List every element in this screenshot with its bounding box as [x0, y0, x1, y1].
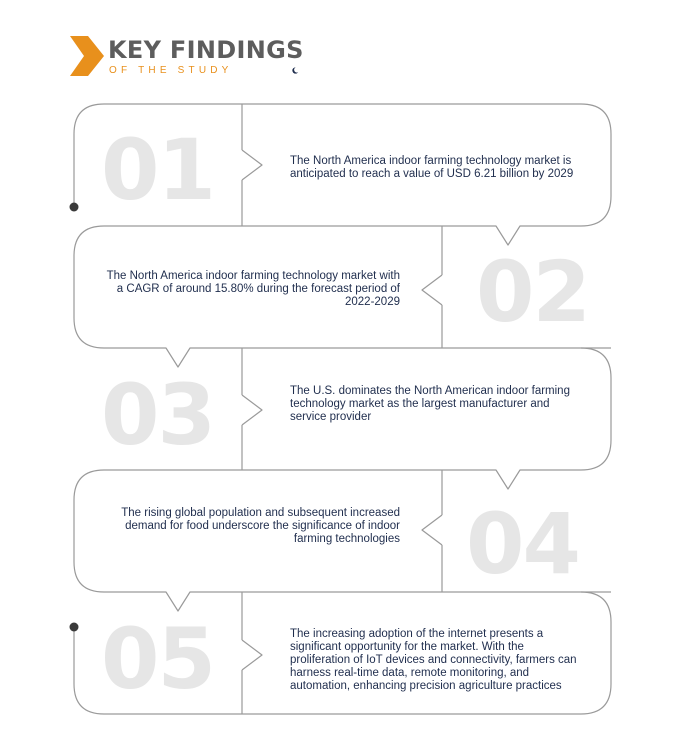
- divider-arrow-4: [422, 515, 442, 545]
- connector-line-1: [74, 104, 104, 207]
- page-title: KEY FINDINGS: [108, 36, 304, 64]
- finding-text-5: The increasing adoption of the internet presents a significant opportunity for the market. With the proliferation of IoT devices and connectivity, farmers can harness real-time data, remote monitoring, and automation, enhancing precision agriculture practices: [290, 628, 577, 692]
- finding-text-2: The North America indoor farming technology market with a CAGR of around 15.80% during the forecast period of 2022-2029: [106, 270, 400, 308]
- divider-arrow-3: [242, 395, 262, 425]
- finding-text-3: The U.S. dominates the North American indoor farming technology market as the largest manufacturer and service provider: [290, 385, 570, 423]
- finding-number-2: 02: [476, 243, 589, 341]
- finding-number-5: 05: [101, 610, 214, 708]
- divider-arrow-1: [242, 150, 262, 180]
- divider-arrow-5: [242, 640, 262, 670]
- timeline-dot-end: [70, 623, 79, 632]
- finding-number-3: 03: [101, 366, 214, 464]
- finding-text-1: The North America indoor farming technology market is anticipated to reach a value of USD 6.21 billion by 2029: [290, 155, 574, 180]
- finding-number-1: 01: [101, 121, 214, 219]
- finding-number-4: 04: [466, 495, 579, 593]
- timeline-dot-start: [70, 203, 79, 212]
- finding-text-4: The rising global population and subsequent increased demand for food underscore the significance of indoor farming technologies: [121, 507, 400, 545]
- divider-arrow-2: [422, 275, 442, 305]
- page-subtitle: OF THE STUDY: [109, 65, 233, 76]
